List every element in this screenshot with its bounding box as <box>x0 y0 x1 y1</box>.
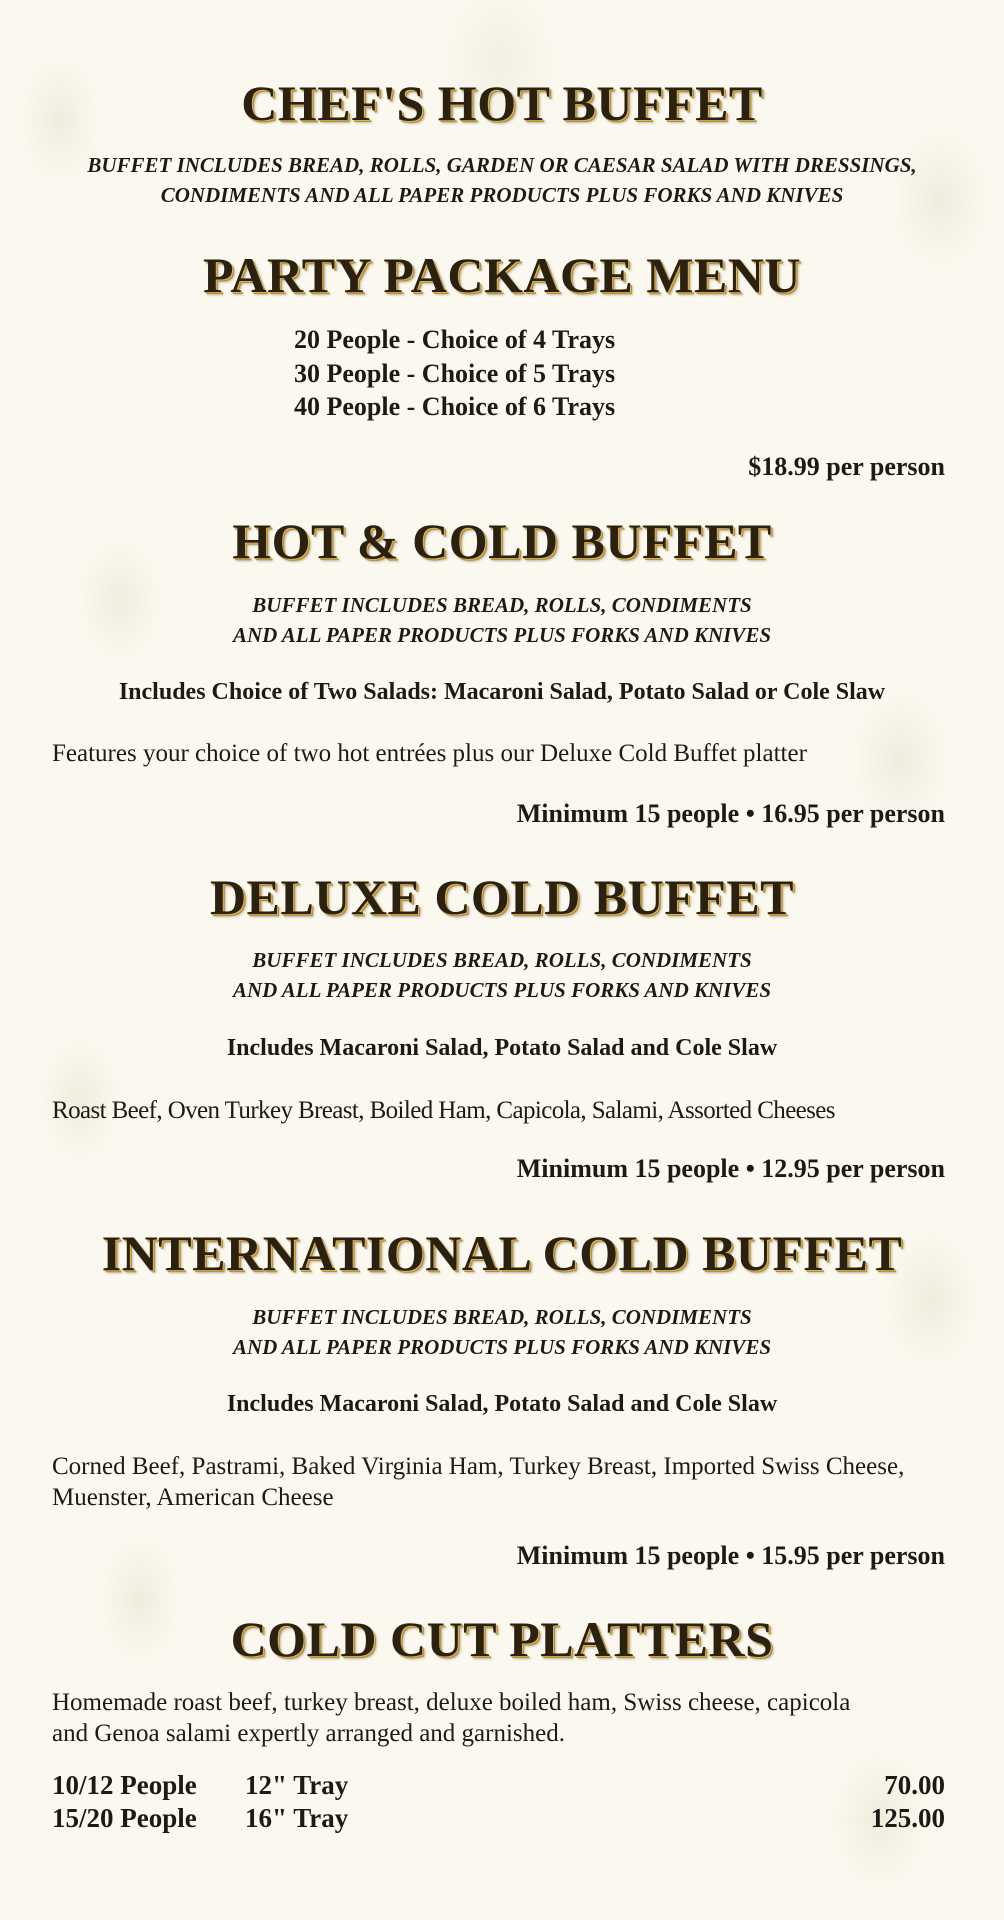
cold-cut-platters-title: COLD CUT PLATTERS <box>230 1611 774 1667</box>
chefs-hot-buffet-includes-1: BUFFET INCLUDES BREAD, ROLLS, GARDEN OR CAESAR SALAD WITH DRESSINGS, <box>87 153 917 177</box>
international-cold-buffet-salads: Includes Macaroni Salad, Potato Salad and Cole Slaw <box>226 1391 778 1417</box>
party-package-option: 30 People - Choice of 5 Trays <box>294 359 616 388</box>
deluxe-cold-buffet-description: Roast Beef, Oven Turkey Breast, Boiled Ham, Capicola, Salami, Assorted Cheeses <box>52 1097 835 1124</box>
tray-size: 12" Tray <box>245 1770 349 1800</box>
party-package-option: 40 People - Choice of 6 Trays <box>294 392 616 421</box>
tray-size: 16" Tray <box>245 1803 349 1833</box>
international-cold-buffet-price: Minimum 15 people • 15.95 per person <box>516 1541 945 1570</box>
international-cold-buffet-description-1: Corned Beef, Pastrami, Baked Virginia Ham, Turkey Breast, Imported Swiss Cheese, <box>52 1453 905 1480</box>
chefs-hot-buffet-includes-2: CONDIMENTS AND ALL PAPER PRODUCTS PLUS FORKS AND KNIVES <box>160 183 844 207</box>
deluxe-cold-buffet-includes-1: BUFFET INCLUDES BREAD, ROLLS, CONDIMENTS <box>252 948 752 972</box>
tray-price: 125.00 <box>870 1803 945 1833</box>
cold-cut-platters-description-1: Homemade roast beef, turkey breast, deluxe boiled ham, Swiss cheese, capicola <box>52 1689 851 1716</box>
hot-cold-buffet-includes-2: AND ALL PAPER PRODUCTS PLUS FORKS AND KNIVES <box>232 623 772 647</box>
international-cold-buffet-title: INTERNATIONAL COLD BUFFET <box>101 1225 903 1281</box>
party-package-price: $18.99 per person <box>748 452 945 481</box>
tray-price: 70.00 <box>884 1770 945 1800</box>
deluxe-cold-buffet-title: DELUXE COLD BUFFET <box>209 869 795 925</box>
international-cold-buffet-description-2: Muenster, American Cheese <box>52 1484 334 1511</box>
hot-cold-buffet-includes-1: BUFFET INCLUDES BREAD, ROLLS, CONDIMENTS <box>252 593 752 617</box>
international-cold-buffet-includes-2: AND ALL PAPER PRODUCTS PLUS FORKS AND KNIVES <box>232 1335 772 1359</box>
cold-cut-platters-description-2: and Genoa salami expertly arranged and garnished. <box>52 1720 565 1747</box>
deluxe-cold-buffet-includes-2: AND ALL PAPER PRODUCTS PLUS FORKS AND KNIVES <box>232 978 772 1002</box>
party-package-title: PARTY PACKAGE MENU <box>203 247 801 303</box>
chefs-hot-buffet-title: CHEF'S HOT BUFFET <box>241 75 763 131</box>
hot-cold-buffet-description: Features your choice of two hot entrées plus our Deluxe Cold Buffet platter <box>52 740 807 767</box>
party-package-option: 20 People - Choice of 4 Trays <box>294 325 616 354</box>
tray-row <box>52 1770 945 1801</box>
tray-people: 15/20 People <box>52 1803 197 1833</box>
hot-cold-buffet-salads: Includes Choice of Two Salads: Macaroni Salad, Potato Salad or Cole Slaw <box>118 679 886 705</box>
deluxe-cold-buffet-salads: Includes Macaroni Salad, Potato Salad and Cole Slaw <box>226 1035 778 1061</box>
deluxe-cold-buffet-price: Minimum 15 people • 12.95 per person <box>516 1154 945 1183</box>
international-cold-buffet-includes-1: BUFFET INCLUDES BREAD, ROLLS, CONDIMENTS <box>252 1305 752 1329</box>
hot-cold-buffet-title: HOT & COLD BUFFET <box>232 513 772 569</box>
tray-row <box>52 1803 945 1834</box>
hot-cold-buffet-price: Minimum 15 people • 16.95 per person <box>516 799 945 828</box>
tray-people: 10/12 People <box>52 1770 197 1800</box>
